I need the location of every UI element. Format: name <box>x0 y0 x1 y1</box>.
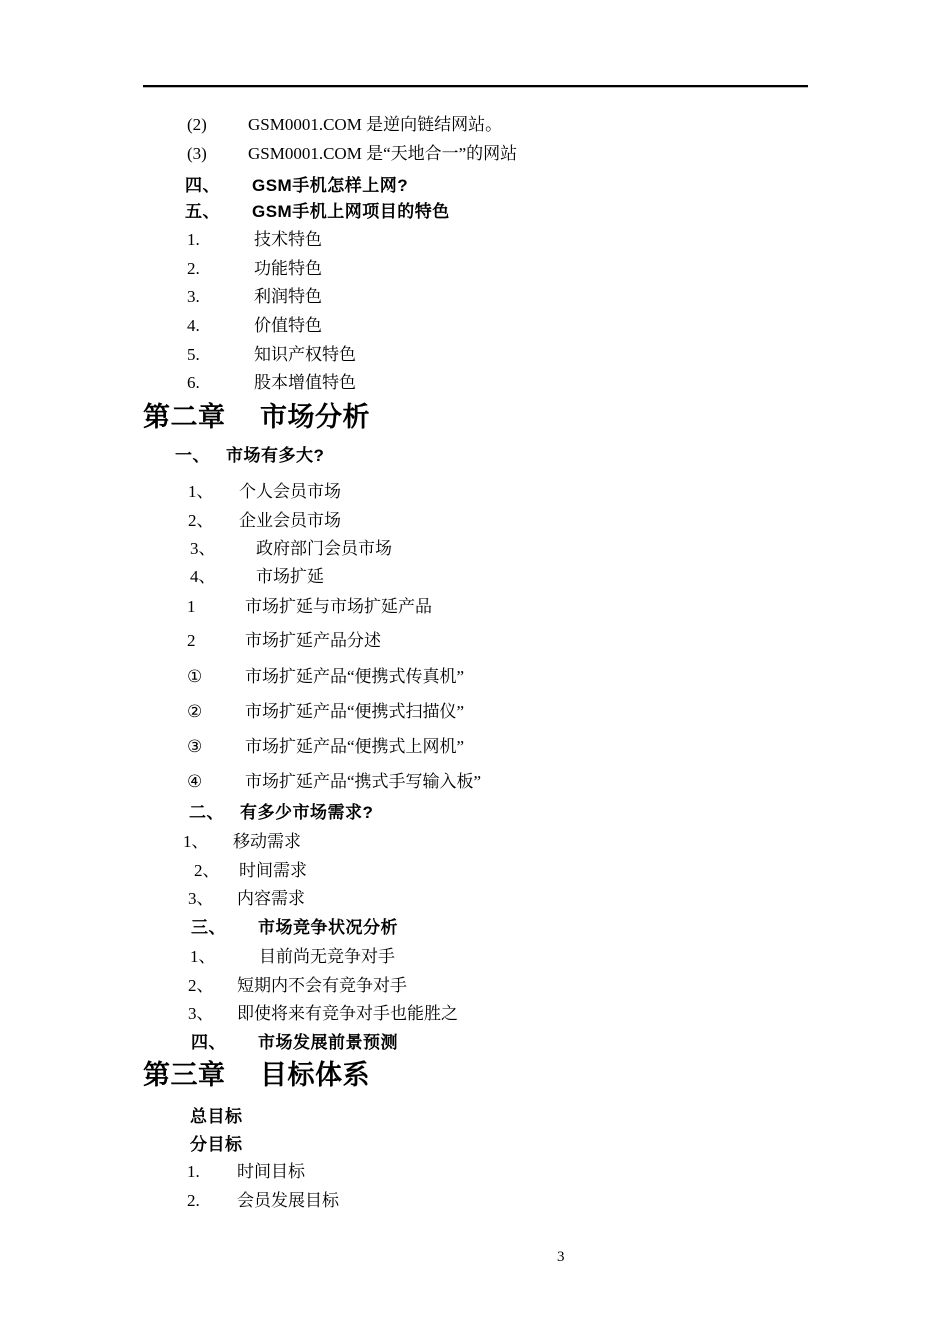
toc-entry-marker: 6. <box>187 373 200 392</box>
toc-entry <box>0 255 950 283</box>
toc-entry <box>0 1000 950 1028</box>
toc-entry-text: 企业会员市场 <box>239 511 341 530</box>
toc-entry <box>0 828 950 856</box>
toc-entry-marker: ④ <box>187 772 203 791</box>
toc-entry <box>0 341 950 369</box>
toc-entry-marker: 2、 <box>188 976 214 995</box>
toc-entry-marker: 4、 <box>190 567 216 586</box>
toc-entry-text: GSM手机上网项目的特色 <box>252 202 450 221</box>
toc-entry-marker: 1. <box>187 230 200 249</box>
toc-section-heading <box>0 172 950 200</box>
toc-entry-marker: 5. <box>187 345 200 364</box>
toc-entry-text: 政府部门会员市场 <box>256 539 392 558</box>
toc-entry-text: 市场扩延产品分述 <box>245 631 381 650</box>
chapter-number: 第三章 <box>143 1060 226 1090</box>
toc-entry-text: 利润特色 <box>254 287 322 306</box>
header-rule <box>143 85 808 88</box>
toc-entry <box>0 768 950 796</box>
toc-entry-marker: 3、 <box>190 539 216 558</box>
toc-entry-marker: 4. <box>187 316 200 335</box>
toc-entry-text: 目前尚无竞争对手 <box>259 947 395 966</box>
toc-section-heading <box>0 198 950 226</box>
toc-entry-marker: 2、 <box>194 861 220 880</box>
toc-entry-text: 市场发展前景预测 <box>258 1033 398 1052</box>
toc-entry-marker: 二、 <box>189 803 224 822</box>
chapter-title: 市场分析 <box>260 402 370 432</box>
toc-entry <box>0 627 950 655</box>
toc-entry <box>0 885 950 913</box>
toc-entry-marker: 2 <box>187 631 196 650</box>
toc-entry-text: 即使将来有竞争对手也能胜之 <box>237 1004 458 1023</box>
toc-entry <box>0 283 950 311</box>
toc-entry-text: 移动需求 <box>233 832 301 851</box>
toc-entry-marker: ② <box>187 702 203 721</box>
toc-entry-marker: 五、 <box>185 202 220 221</box>
toc-entry-marker: 3、 <box>188 1004 214 1023</box>
toc-entry-text: 个人会员市场 <box>239 482 341 501</box>
toc-entry-text: 价值特色 <box>254 316 322 335</box>
toc-entry-text: 分目标 <box>190 1135 243 1154</box>
toc-entry <box>0 1158 950 1186</box>
toc-section-heading <box>0 1029 950 1057</box>
toc-entry-text: 市场扩延 <box>256 567 324 586</box>
toc-entry-text: 会员发展目标 <box>237 1191 339 1210</box>
toc-entry-text: 时间目标 <box>237 1162 305 1181</box>
toc-entry-text: 内容需求 <box>237 889 305 908</box>
toc-entry-text: 总目标 <box>190 1107 243 1126</box>
toc-entry-text: 知识产权特色 <box>254 345 356 364</box>
toc-entry-text: 市场扩延产品“便携式上网机” <box>245 737 465 756</box>
chapter-heading-3 <box>0 1057 950 1093</box>
toc-entry <box>0 1187 950 1215</box>
toc-entry-marker: 2. <box>187 259 200 278</box>
toc-entry-text: 短期内不会有竞争对手 <box>237 976 407 995</box>
chapter-title: 目标体系 <box>260 1060 370 1090</box>
toc-entry-text: 市场扩延产品“便携式传真机” <box>245 667 465 686</box>
toc-entry-marker: 1. <box>187 1162 200 1181</box>
toc-entry <box>0 972 950 1000</box>
toc-entry <box>0 507 950 535</box>
toc-entry <box>0 478 950 506</box>
toc-entry <box>0 535 950 563</box>
chapter-number: 第二章 <box>143 402 226 432</box>
toc-entry-marker: 2、 <box>188 511 214 530</box>
toc-entry-text: 市场有多大? <box>226 446 325 465</box>
page-number: 3 <box>557 1249 565 1265</box>
toc-entry-marker: 3. <box>187 287 200 306</box>
toc-entry <box>0 733 950 761</box>
toc-entry <box>0 111 950 139</box>
toc-entry-marker: (2) <box>187 115 207 134</box>
toc-entry-marker: 2. <box>187 1191 200 1210</box>
toc-entry-marker: (3) <box>187 144 207 163</box>
toc-entry-marker: ① <box>187 667 203 686</box>
toc-entry-text: 市场竞争状况分析 <box>258 918 398 937</box>
toc-entry <box>0 593 950 621</box>
toc-entry-marker: 1、 <box>183 832 209 851</box>
toc-entry-marker: 三、 <box>191 918 226 937</box>
toc-entry-text: 市场扩延产品“携式手写输入板” <box>245 772 482 791</box>
toc-section-heading <box>0 442 950 470</box>
toc-entry-text: 时间需求 <box>239 861 307 880</box>
toc-entry <box>0 563 950 591</box>
toc-entry-marker: 1、 <box>190 947 216 966</box>
toc-entry-text: GSM手机怎样上网? <box>252 176 409 195</box>
toc-entry-marker: 1、 <box>188 482 214 501</box>
toc-entry <box>0 369 950 397</box>
toc-entry <box>0 140 950 168</box>
toc-entry-text: GSM0001.COM 是逆向链结网站。 <box>248 115 503 134</box>
toc-entry <box>0 857 950 885</box>
toc-entry-text: GSM0001.COM 是“天地合一”的网站 <box>248 144 518 163</box>
toc-entry-marker: 3、 <box>188 889 214 908</box>
toc-entry-text: 功能特色 <box>254 259 322 278</box>
toc-entry <box>0 698 950 726</box>
toc-section-heading <box>0 799 950 827</box>
toc-section-heading <box>0 914 950 942</box>
chapter-heading-2 <box>0 399 950 435</box>
toc-entry-marker: 四、 <box>191 1033 226 1052</box>
toc-entry-marker: 一、 <box>175 446 210 465</box>
toc-entry-text: 市场扩延产品“便携式扫描仪” <box>245 702 465 721</box>
toc-entry-marker: 四、 <box>185 176 220 195</box>
toc-entry-marker: ③ <box>187 737 203 756</box>
toc-entry-text: 技术特色 <box>254 230 322 249</box>
toc-entry <box>0 943 950 971</box>
toc-section-heading <box>0 1131 950 1159</box>
toc-section-heading <box>0 1103 950 1131</box>
toc-entry-text: 有多少市场需求? <box>240 803 374 822</box>
toc-entry-marker: 1 <box>187 597 196 616</box>
toc-entry-text: 市场扩延与市场扩延产品 <box>245 597 432 616</box>
toc-entry <box>0 312 950 340</box>
toc-entry-text: 股本增值特色 <box>254 373 356 392</box>
toc-entry <box>0 226 950 254</box>
toc-entry <box>0 663 950 691</box>
